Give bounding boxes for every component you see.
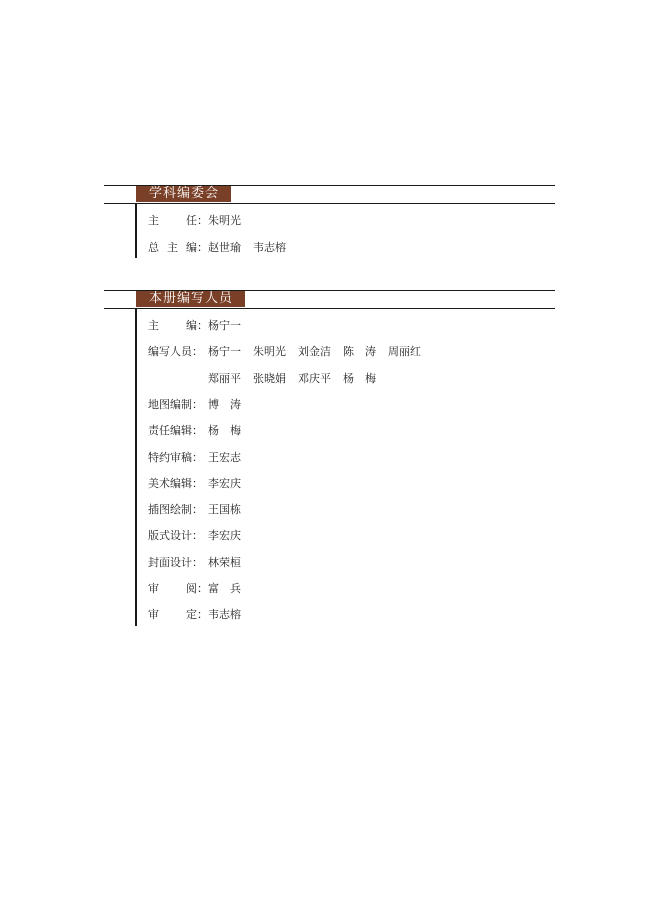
credit-label-part: 阅： bbox=[186, 582, 208, 595]
credit-names bbox=[208, 528, 253, 544]
credit-label bbox=[148, 555, 208, 571]
person-name: 杨 梅 bbox=[343, 371, 376, 385]
person-name: 王国栋 bbox=[208, 503, 241, 517]
credit-names bbox=[208, 476, 253, 492]
committee-section bbox=[104, 185, 555, 260]
credit-label-part: 美术编辑： bbox=[148, 476, 203, 490]
person-name: 张晓娟 bbox=[253, 371, 286, 385]
credit-label bbox=[148, 213, 208, 229]
credit-label bbox=[148, 476, 208, 492]
writers-vertical-rule bbox=[135, 308, 137, 626]
credit-names bbox=[208, 607, 253, 623]
person-name: 朱明光 bbox=[253, 345, 286, 359]
credit-names bbox=[208, 502, 253, 518]
credit-label bbox=[148, 528, 208, 544]
person-name: 李宏庆 bbox=[208, 529, 241, 543]
person-name: 朱明光 bbox=[208, 214, 241, 227]
credit-label-part: 编： bbox=[186, 319, 208, 332]
credit-names bbox=[208, 581, 253, 597]
credit-label-part: 主 bbox=[148, 214, 159, 227]
credit-label-part: 总 bbox=[148, 241, 159, 254]
person-name: 韦志榕 bbox=[253, 241, 286, 254]
committee-bottom-rule bbox=[104, 203, 555, 204]
credit-names bbox=[208, 450, 253, 466]
credit-names bbox=[208, 371, 388, 387]
credit-label-part: 版式设计： bbox=[148, 529, 203, 543]
person-name: 杨宁一 bbox=[208, 319, 241, 332]
credit-label bbox=[148, 581, 208, 597]
credit-label bbox=[148, 344, 208, 360]
person-name: 周丽红 bbox=[388, 345, 421, 359]
credit-label-part: 任： bbox=[186, 214, 208, 227]
person-name: 邓庆平 bbox=[298, 371, 331, 385]
committee-vertical-rule bbox=[135, 203, 137, 258]
person-name: 杨 梅 bbox=[208, 424, 241, 438]
writers-bottom-rule bbox=[104, 308, 555, 309]
credit-names bbox=[208, 213, 253, 229]
credit-label-part: 审 bbox=[148, 608, 159, 622]
person-name: 博 涛 bbox=[208, 397, 241, 411]
credit-names bbox=[208, 344, 433, 360]
credit-names bbox=[208, 423, 253, 439]
credit-label-part: 主 bbox=[148, 319, 159, 332]
credit-names bbox=[208, 397, 253, 413]
credit-label bbox=[148, 502, 208, 518]
person-name: 赵世瑜 bbox=[208, 241, 241, 254]
credit-label-part: 封面设计： bbox=[148, 555, 203, 569]
credit-names bbox=[208, 240, 298, 256]
credit-label bbox=[148, 607, 208, 623]
person-name: 李宏庆 bbox=[208, 476, 241, 490]
credit-label-part: 编写人员： bbox=[148, 345, 203, 359]
credit-label bbox=[148, 318, 208, 334]
credit-names bbox=[208, 555, 253, 571]
person-name: 林荣桓 bbox=[208, 555, 241, 569]
credit-label-part: 定： bbox=[186, 608, 208, 622]
writers-section bbox=[104, 290, 555, 630]
person-name: 富 兵 bbox=[208, 582, 241, 595]
credit-names bbox=[208, 318, 253, 334]
credit-label bbox=[148, 450, 208, 466]
credit-label-part: 特约审稿： bbox=[148, 450, 203, 464]
credit-label-part: 插图绘制： bbox=[148, 503, 203, 517]
person-name: 杨宁一 bbox=[208, 345, 241, 359]
person-name: 陈 涛 bbox=[343, 345, 376, 359]
person-name: 郑丽平 bbox=[208, 371, 241, 385]
credit-label-part: 地图编制： bbox=[148, 397, 203, 411]
credit-label bbox=[148, 423, 208, 439]
credit-label bbox=[148, 397, 208, 413]
credit-label-part: 主 bbox=[167, 241, 178, 254]
credit-label-part: 责任编辑： bbox=[148, 424, 203, 438]
credit-label bbox=[148, 240, 208, 256]
person-name: 刘金洁 bbox=[298, 345, 331, 359]
person-name: 王宏志 bbox=[208, 450, 241, 464]
credit-label-part: 审 bbox=[148, 582, 159, 595]
committee-heading: 学科编委会 bbox=[136, 186, 231, 202]
credit-label-part: 编： bbox=[186, 241, 208, 254]
person-name: 韦志榕 bbox=[208, 608, 241, 622]
writers-heading: 本册编写人员 bbox=[136, 291, 245, 307]
